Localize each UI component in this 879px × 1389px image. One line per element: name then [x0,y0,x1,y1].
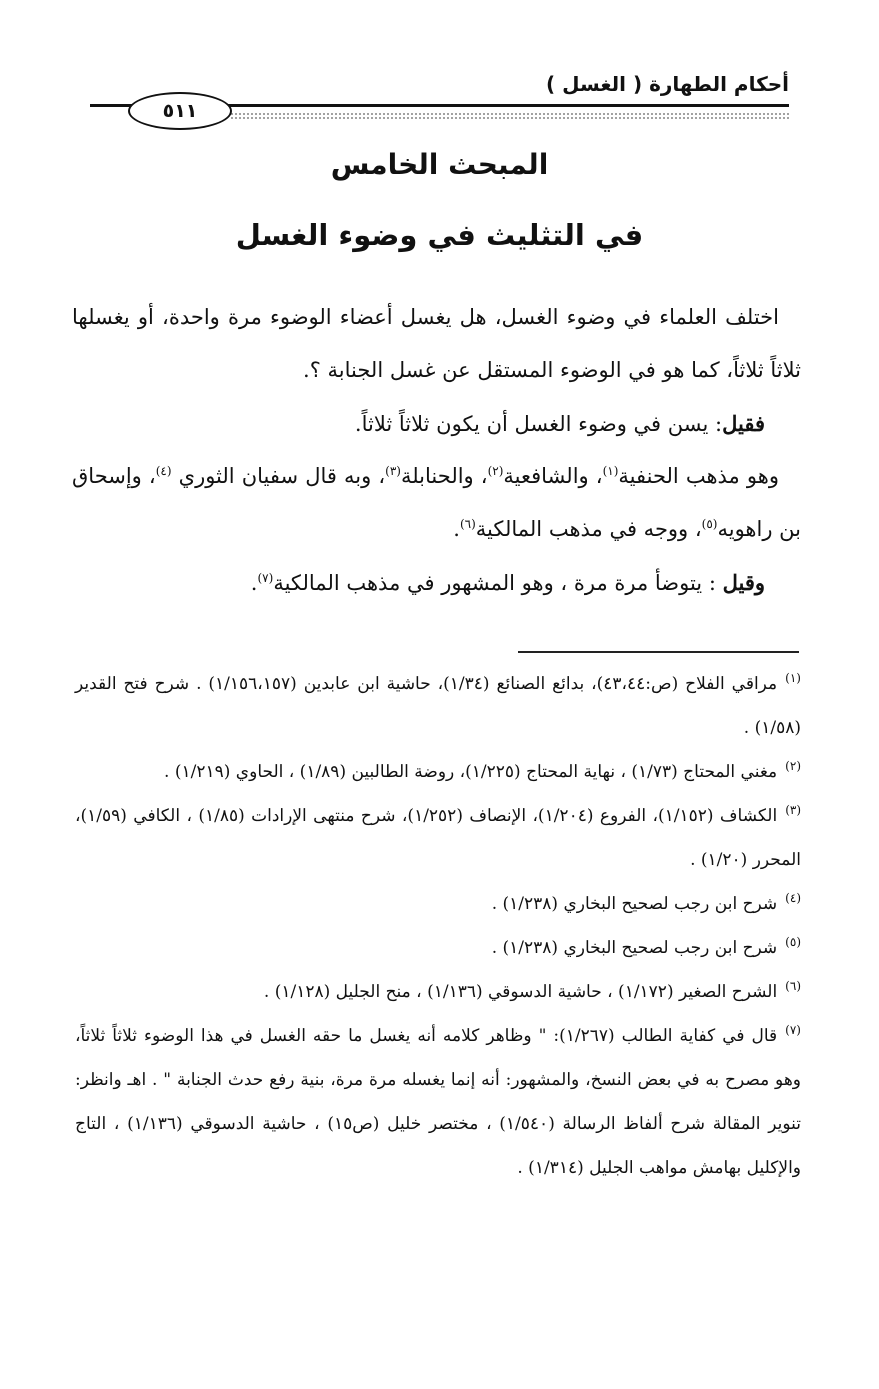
footnote-ref[interactable]: (١) [602,464,619,478]
paragraph-text: : يتوضأ مرة مرة ، وهو المشهور في مذهب المالكية [273,571,723,595]
footnote-text: مغني المحتاج (١/٧٣) ، نهاية المحتاج (١/٢٢٥)، روضة الطالبين (١/٨٩) ، الحاوي (١/٢١٩) . [164,762,778,782]
footnote-ref[interactable]: (٦) [459,517,476,531]
footnote-ref[interactable]: (٤) [155,464,172,478]
footnotes [75,662,801,1190]
paragraph-second-opinion [72,556,765,610]
chapter-title: المبحث الخامس [330,148,549,181]
footnote-ref[interactable]: (٣) [385,464,401,478]
header-dotted-rule [230,112,789,120]
paragraph-intro: اختلف العلماء في وضوء الغسل، هل يغسل أعضاء الوضوء مرة واحدة، أو يغسلها ثلاثاً ثلاثاً، كما هو في الوضوء المستقل عن غسل الجنابة ؟. [72,305,801,382]
footnote-number: (٦) [785,979,801,994]
footnote-text: قال في كفاية الطالب (١/٢٦٧): " وظاهر كلامه أنه يغسل ما حقه الغسل في هذا الوضوء ثلاثاً ثلاثاً، وهو مصرح به في بعض النسخ، والمشهور: أنه إنما يغسله مرة مرة، بنية رفع حدث الجنابة " . اهـ وانظر: تنوير المقالة شرح ألفاظ الرسالة (١/٥٤٠) ، مختصر خليل (ص١٥) ، حاشية الدسوقي (١/١٣٦) ، التاج والإكليل بهامش مواهب الجليل (١/٣١٤) . [75,1026,801,1178]
footnote-number: (٥) [785,935,801,950]
lead-word: فقيل [722,411,765,436]
footnote-number: (٣) [785,803,802,818]
footnote-separator [518,651,799,653]
footnote-text: مراقي الفلاح (ص:٤٣،٤٤)، بدائع الصنائع (١/٣٤)، حاشية ابن عابدين (١/١٥٦،١٥٧) . شرح فتح القدير (١/٥٨) . [75,674,801,738]
paragraph-text: : يسن في وضوء الغسل أن يكون ثلاثاً ثلاثاً. [354,412,723,436]
footnote-item [75,926,801,970]
paragraph-first-opinion [72,397,765,451]
footnote-item [75,970,801,1014]
footnote-item [75,1014,801,1190]
text-run: . [453,517,460,541]
footnote-ref[interactable]: (٥) [701,517,718,531]
footnote-item [75,882,801,926]
footnote-item [75,750,801,794]
lead-word: وقيل [722,570,765,595]
footnote-ref[interactable]: (٧) [257,571,274,585]
footnote-number: (١) [785,671,801,686]
footnote-ref[interactable]: (٢) [487,464,504,478]
footnote-number: (٢) [785,759,801,774]
chapter-subtitle: في التثليث في وضوء الغسل [235,218,644,252]
footnote-number: (٤) [785,891,801,906]
footnote-item [75,794,801,882]
text-run: ، والحنابلة [400,464,488,488]
text-run: . [250,571,258,595]
footnote-text: شرح ابن رجب لصحيح البخاري (١/٢٣٨) . [491,894,778,914]
text-run: ، والشافعية [503,464,603,488]
running-title: أحكام الطهارة ( الغسل ) [546,72,789,96]
page-number: ٥١١ [128,92,232,130]
text-run: ، وبه قال سفيان الثوري [171,464,386,488]
footnote-item [75,662,801,750]
paragraph-proponents [72,450,801,556]
text-run: ، ووجه في مذهب المالكية [475,517,702,541]
footnote-text: الشرح الصغير (١/١٧٢) ، حاشية الدسوقي (١/١٣٦) ، منح الجليل (١/١٢٨) . [263,982,778,1002]
footnote-number: (٧) [785,1023,801,1038]
footnote-text: الكشاف (١/١٥٢)، الفروع (١/٢٠٤)، الإنصاف (١/٢٥٢)، شرح منتهى الإرادات (١/٨٥) ، الكافي (١/٥٩)، المحرر (١/٢٠) . [75,806,801,870]
footnote-text: شرح ابن رجب لصحيح البخاري (١/٢٣٨) . [491,938,778,958]
text-run: وهو مذهب الحنفية [618,464,779,488]
text-run: ، وإسحاق بن راهويه [72,464,801,541]
